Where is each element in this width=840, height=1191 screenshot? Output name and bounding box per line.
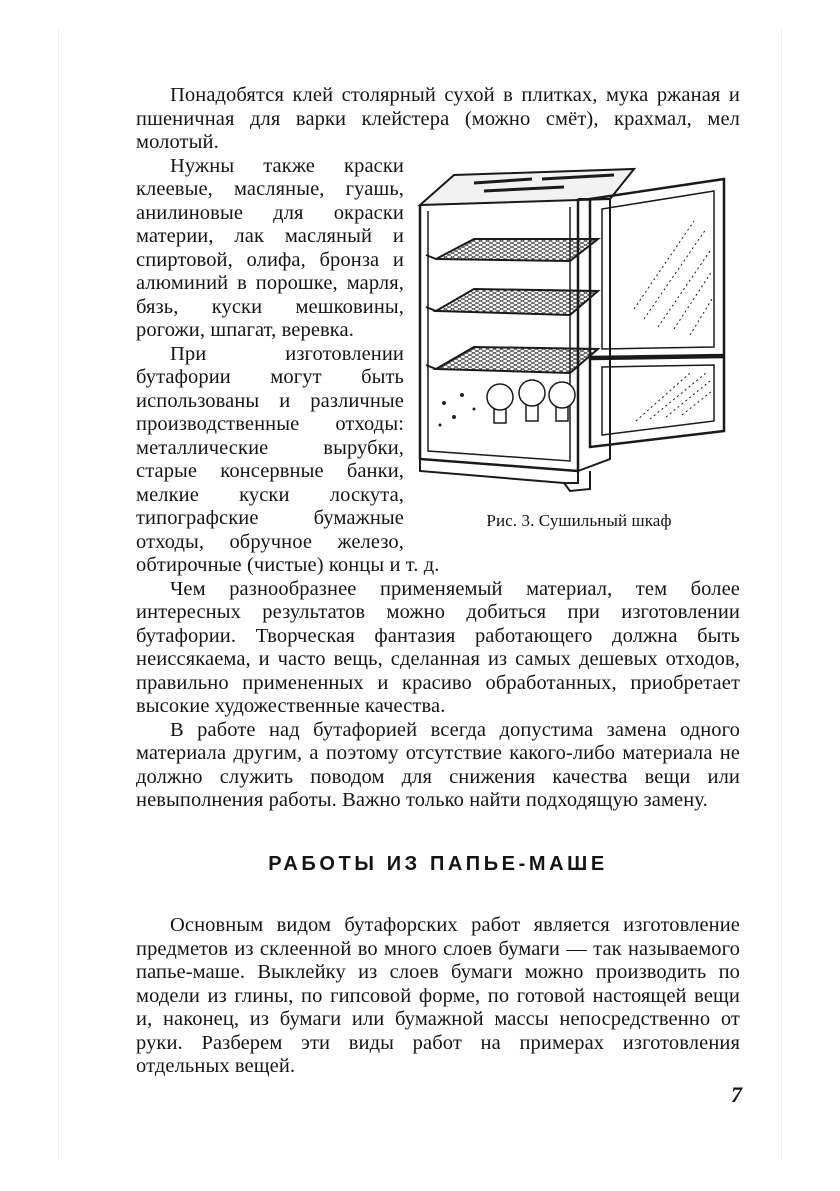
section-heading: РАБОТЫ ИЗ ПАПЬЕ-МАШЕ: [268, 852, 608, 875]
shelf-bottom-icon: [436, 347, 598, 373]
paragraph-materials-paints: Нужны также краски клеевые, масляные, гуашь, анилиновые для окраски материи, лак масляный и спиртовой, олифа, бронза и алюминий в порошке, марля, бязь, куски мешковины, рогожи, шпагат, веревка.: [136, 154, 404, 341]
paragraph-materials-glue: Понадобятся клей столярный сухой в плитках, мука ржаная и пшеничная для варки клейстера (можно смёт), крахмал, мел молотый.: [136, 84, 740, 153]
text-column: [136, 84, 740, 1079]
paragraph-industrial-waste: При изготовлении бутафории могут быть использованы и различные производственные отходы: металлические вырубки, старые консервные банки, мелкие куски лоскута, типографские бумажные отходы, обручное железо, обтирочные (чистые) концы и т. д.: [136, 342, 440, 576]
paragraph-material-variety: Чем разнообразнее применяемый материал, тем более интересных результатов можно добиться при изготовлении бутафории. Творческая фантазия работающего должна быть неиссякаема, и часто вещь, сделанная из самых дешевых отходов, правильно примененных и красиво обработанных, приобретает высокие художественные качества.: [136, 577, 740, 717]
paragraph-papier-mache-intro: Основным видом бутафорских работ является изготовление предметов из склеенной во много слоев бумаги — так называемого папье-маше. Выклейку из слоев бумаги можно производить по модели из глины, по гипсовой форме, по готовой настоящей вещи и, наконец, из бумаги или бумажной массы непосредственно от руки. Разберем эти виды работ на примерах изготовления отдельных вещей.: [136, 914, 740, 1077]
light-bulbs-icon: [487, 380, 575, 423]
page-edge-right: [781, 30, 782, 1160]
shelf-middle-icon: [436, 289, 598, 315]
figure-caption: Рис. 3. Сушильный шкаф: [486, 510, 672, 530]
drying-cabinet-illustration: [414, 159, 744, 504]
page-number: 7: [731, 1082, 742, 1107]
figure-drying-cabinet: [414, 159, 744, 529]
shelf-top-icon: [436, 239, 598, 261]
paragraph-material-substitution: В работе над бутафорией всегда допустима замена одного материала другим, а поэтому отсутствие какого-либо материала не должно служить поводом для снижения качества вещи или невыполнения работы. Важно только найти подходящую замену.: [136, 718, 740, 811]
page-edge-left: [58, 30, 59, 1160]
